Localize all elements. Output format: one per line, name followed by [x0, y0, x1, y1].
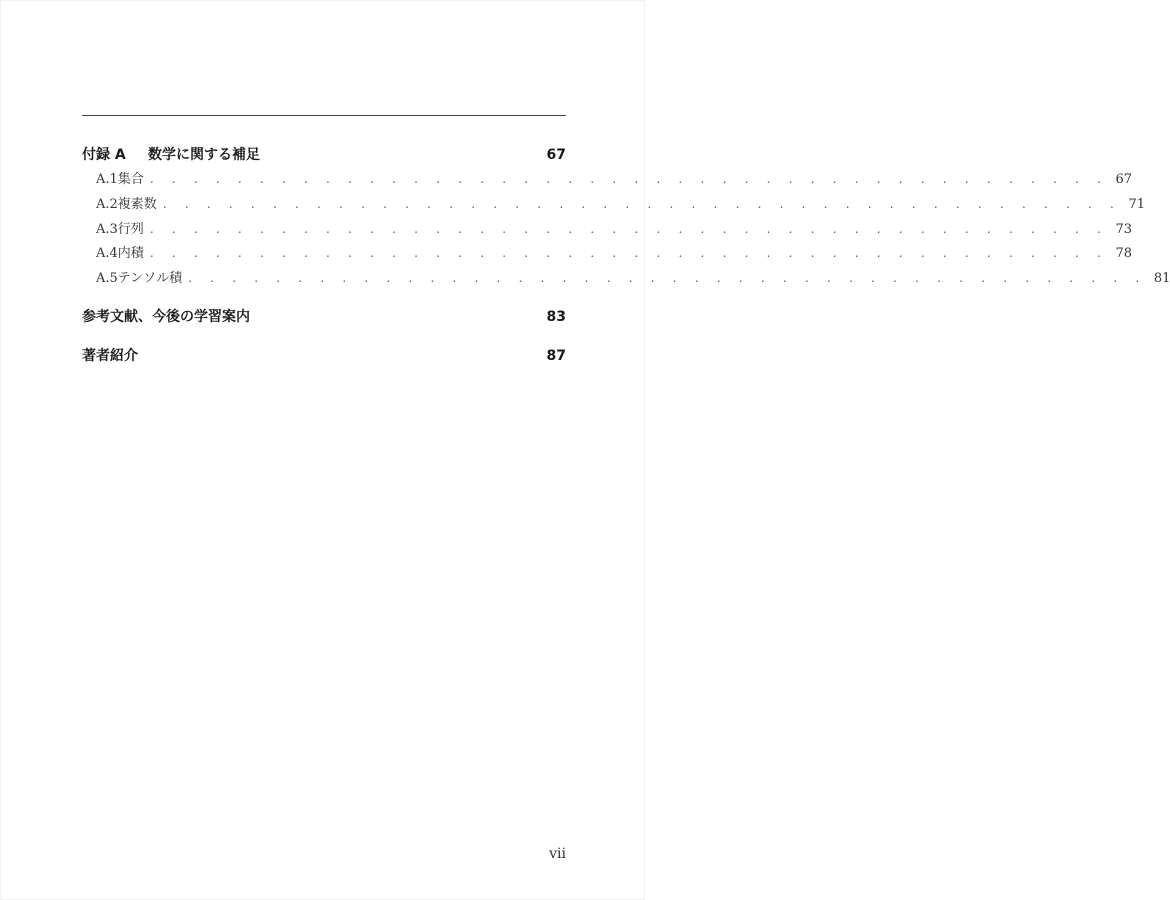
- section-title: テンソル積: [117, 271, 183, 286]
- toc-entry-appendix-a[interactable]: [82, 144, 566, 164]
- toc-entry-section-a1[interactable]: [82, 168, 1133, 187]
- chapter-page-number: 67: [546, 147, 566, 163]
- toc-entry-section-a2[interactable]: [82, 193, 1146, 212]
- chapter-page-number: 83: [546, 309, 566, 325]
- section-page-number: 71: [1128, 197, 1146, 212]
- section-title: 内積: [117, 246, 144, 261]
- section-page-number: 73: [1115, 222, 1133, 237]
- chapter-page-number: 87: [546, 348, 566, 364]
- dot-leader: . . . . . . . . . . . . . . . . . . . . . . . . . . . . . . . . . . . . . . . . . . . .: [149, 246, 1109, 260]
- toc-entry-section-a4[interactable]: [82, 242, 1133, 261]
- section-title: 複素数: [117, 197, 157, 212]
- section-page-number: 81: [1153, 271, 1170, 286]
- chapter-title: 参考文献、今後の学習案内: [82, 309, 250, 325]
- toc-entry-references[interactable]: [82, 306, 566, 326]
- section-title: 集合: [117, 172, 144, 187]
- section-title: 行列: [117, 222, 144, 237]
- section-number: A.5: [96, 271, 118, 286]
- section-number: A.1: [96, 172, 118, 187]
- chapter-title: 数学に関する補足: [148, 147, 260, 163]
- section-number: A.3: [96, 222, 118, 237]
- section-number: A.2: [96, 197, 118, 212]
- section-page-number: 78: [1115, 246, 1133, 261]
- dot-leader: . . . . . . . . . . . . . . . . . . . . . . . . . . . . . . . . . . . . . . . . . . . .: [149, 172, 1109, 186]
- header-rule: [82, 115, 566, 116]
- chapter-label: 付録 A: [82, 147, 126, 163]
- section-number: A.4: [96, 246, 118, 261]
- dot-leader: . . . . . . . . . . . . . . . . . . . . . . . . . . . . . . . . . . . . . . . . . . . .: [162, 197, 1122, 211]
- dot-leader: . . . . . . . . . . . . . . . . . . . . . . . . . . . . . . . . . . . . . . . . . . . .: [188, 271, 1147, 285]
- section-page-number: 67: [1115, 172, 1133, 187]
- chapter-title: 著者紹介: [82, 348, 138, 364]
- toc-entry-section-a3[interactable]: [82, 218, 1133, 237]
- toc-entry-section-a5[interactable]: [82, 267, 1170, 286]
- dot-leader: . . . . . . . . . . . . . . . . . . . . . . . . . . . . . . . . . . . . . . . . . . . .: [149, 222, 1109, 236]
- toc-entry-authors[interactable]: [82, 345, 566, 365]
- page-number-folio: vii: [549, 846, 566, 862]
